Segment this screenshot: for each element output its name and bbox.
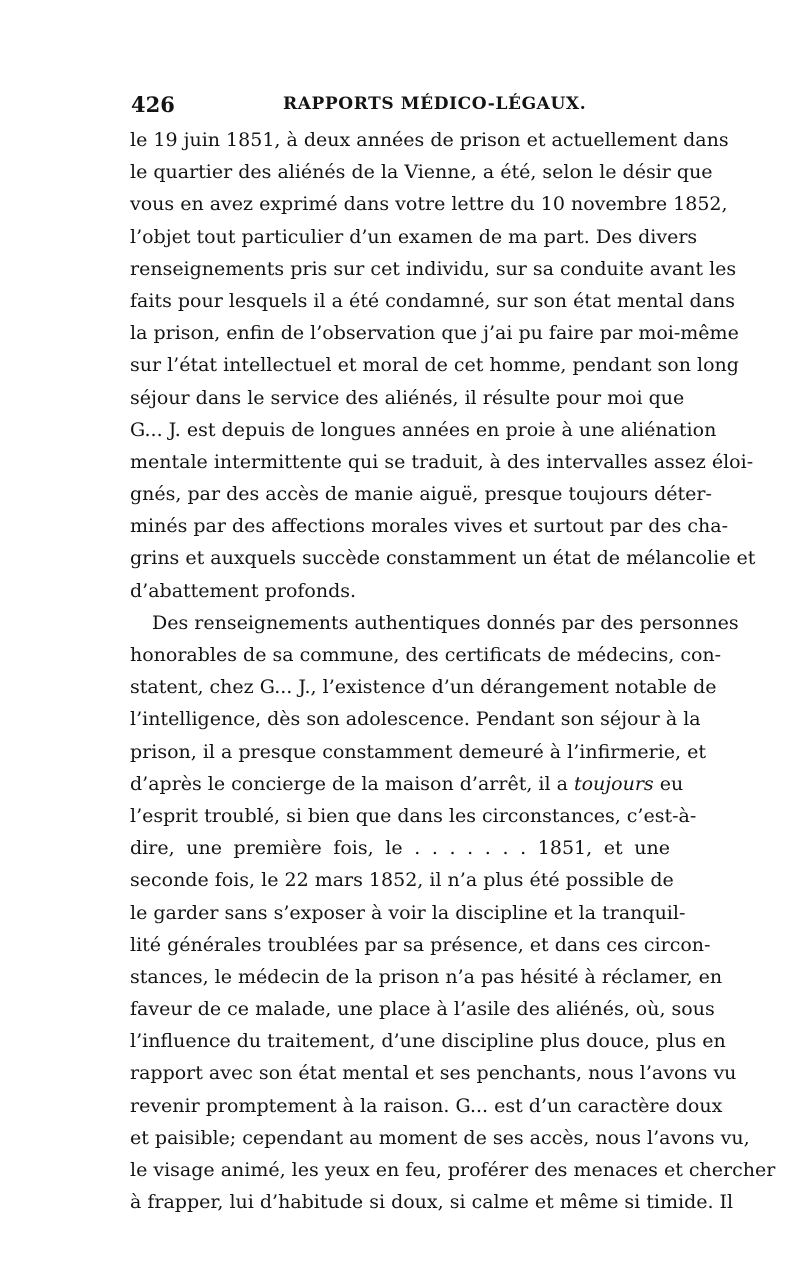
text-line: grins et auxquels succède constamment un état de mélancolie et bbox=[130, 547, 756, 570]
text-line: à frapper, lui d’habitude si doux, si calme et même si timide. Il bbox=[130, 1191, 734, 1214]
text-line: minés par des affections morales vives et surtout par des cha- bbox=[130, 515, 729, 538]
text-line: d’abattement profonds. bbox=[130, 579, 357, 602]
text-line: l’esprit troublé, si bien que dans les circonstances, c’est-à- bbox=[130, 804, 697, 827]
text-line: le 19 juin 1851, à deux années de prison et actuellement dans bbox=[130, 129, 729, 151]
text-line: rapport avec son état mental et ses penchants, nous l’avons vu bbox=[130, 1062, 737, 1085]
text-line-with-italic bbox=[130, 768, 684, 800]
text-line: G... J. est depuis de longues années en proie à une aliénation bbox=[130, 418, 717, 441]
text-line: prison, il a presque constamment demeuré à l’infirmerie, et bbox=[130, 740, 706, 763]
italic-word: toujours bbox=[573, 772, 654, 795]
running-title: RAPPORTS MÉDICO-LÉGAUX. bbox=[283, 94, 587, 114]
text-line: revenir promptement à la raison. G... est d’un caractère doux bbox=[130, 1094, 723, 1117]
page-number: 426 bbox=[131, 92, 175, 117]
text-line: faveur de ce malade, une place à l’asile des aliénés, où, sous bbox=[130, 998, 715, 1021]
text-line: et paisible; cependant au moment de ses accès, nous l’avons vu, bbox=[130, 1126, 750, 1149]
text-line: vous en avez exprimé dans votre lettre du 10 novembre 1852, bbox=[130, 193, 728, 216]
body-text bbox=[130, 124, 776, 1218]
text-line: le garder sans s’exposer à voir la discipline et la tranquil- bbox=[130, 901, 686, 924]
text-segment: d’après le concierge de la maison d’arrêt, il a bbox=[130, 772, 574, 795]
text-line: l’intelligence, dès son adolescence. Pendant son séjour à la bbox=[130, 708, 701, 731]
text-line: statent, chez G... J., l’existence d’un dérangement notable de bbox=[130, 676, 717, 699]
text-line: la prison, enfin de l’observation que j’ai pu faire par moi-même bbox=[130, 322, 739, 345]
running-head bbox=[131, 92, 671, 122]
text-line: faits pour lesquels il a été condamné, sur son état mental dans bbox=[130, 289, 736, 312]
text-line: Des renseignements authentiques donnés par des personnes bbox=[152, 611, 739, 634]
text-line: sur l’état intellectuel et moral de cet homme, pendant son long bbox=[130, 354, 739, 377]
text-line: renseignements pris sur cet individu, sur sa conduite avant les bbox=[130, 257, 737, 280]
text-line: séjour dans le service des aliénés, il résulte pour moi que bbox=[130, 386, 685, 409]
text-segment: eu bbox=[653, 772, 684, 795]
text-line: honorables de sa commune, des certificats de médecins, con- bbox=[130, 644, 722, 666]
text-line: dire, une première fois, le . . . . . . . 1851, et une bbox=[130, 837, 670, 860]
text-line: gnés, par des accès de manie aiguë, presque toujours déter- bbox=[130, 483, 712, 506]
text-line: mentale intermittente qui se traduit, à des intervalles assez éloi- bbox=[130, 450, 754, 473]
text-line: l’objet tout particulier d’un examen de ma part. Des divers bbox=[130, 225, 698, 248]
text-line: le quartier des aliénés de la Vienne, a été, selon le désir que bbox=[130, 161, 713, 184]
text-line: l’influence du traitement, d’une discipline plus douce, plus en bbox=[130, 1030, 726, 1053]
text-line: le visage animé, les yeux en feu, proférer des menaces et chercher bbox=[130, 1159, 776, 1181]
text-line: seconde fois, le 22 mars 1852, il n’a plus été possible de bbox=[130, 869, 674, 892]
text-line: stances, le médecin de la prison n’a pas hésité à réclamer, en bbox=[130, 965, 723, 988]
text-line: lité générales troublées par sa présence, et dans ces circon- bbox=[130, 933, 711, 956]
